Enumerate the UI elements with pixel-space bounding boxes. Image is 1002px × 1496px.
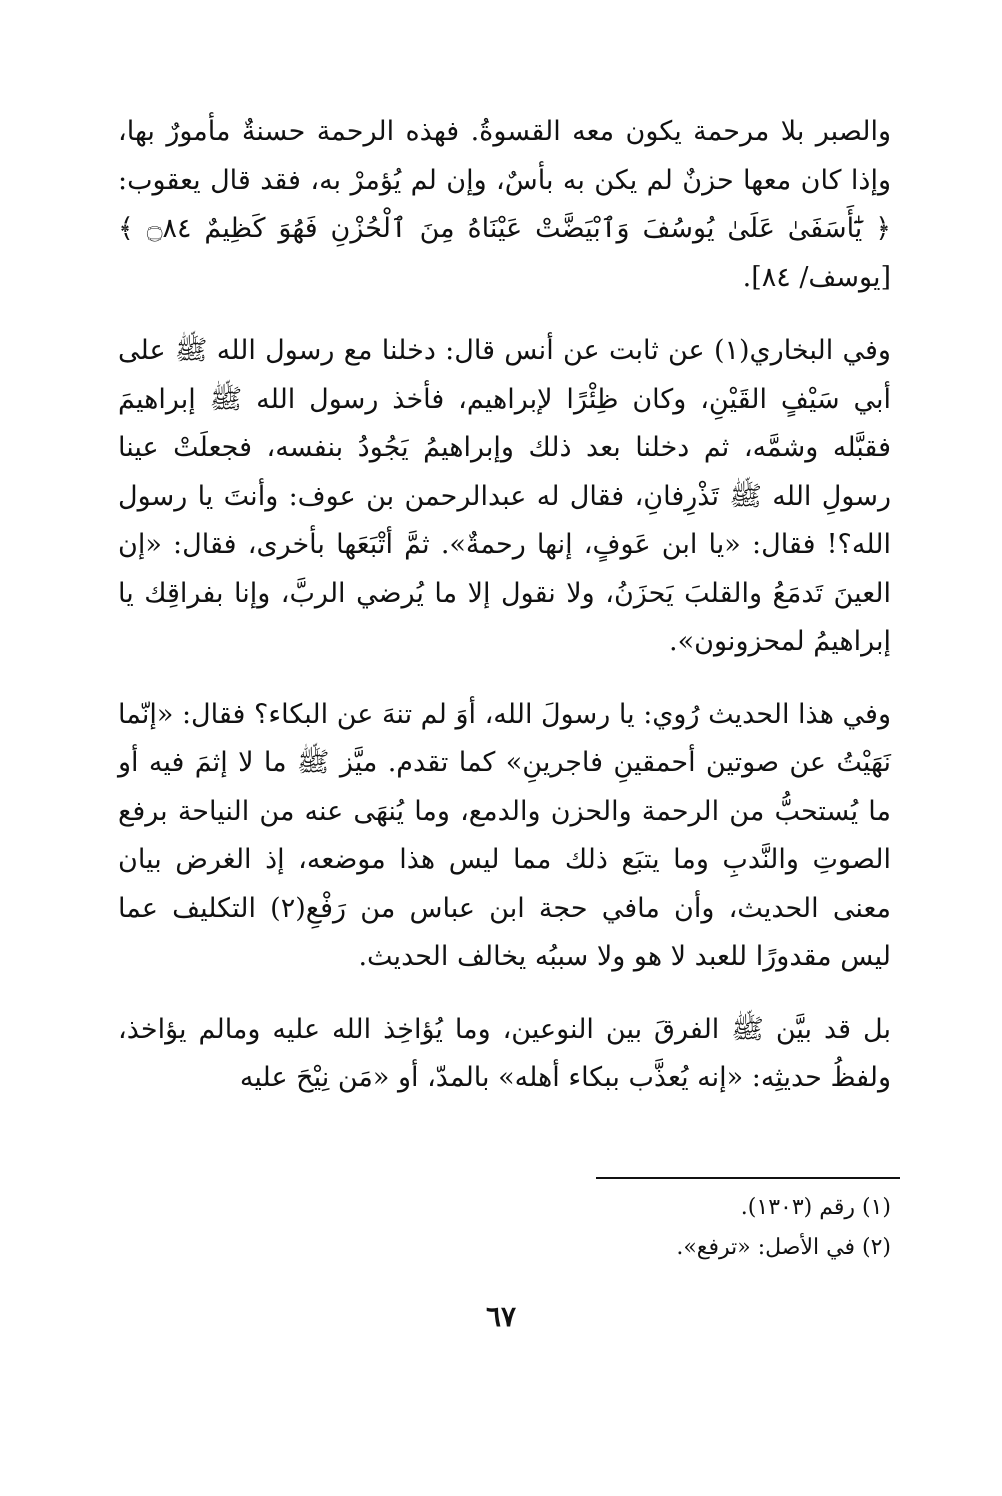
paragraph-3: وفي هذا الحديث رُوي: يا رسولَ الله، أوَ لم تنهَ عن البكاء؟ فقال: «إنّما نَهَيْتُ عن صوتين أحمقينِ فاجرينِ» كما تقدم. ميَّز ﷺ ما لا إثمَ فيه أو ما يُستحبُّ من الرحمة والحزن والدمع، وما يُنهَى عنه من النياحة برفع الصوتِ والنَّدبِ وما يتبَع ذلك مما ليس هذا موضعه، إذ الغرض بيان معنى الحديث، وأن مافي حجة ابن عباس من رَفْعِ(٢) التكليف عما ليس مقدورًا للعبد لا هو ولا سببُه يخالف الحديث.	[118, 698, 892, 972]
paragraph-gap	[118, 302, 891, 327]
paragraph-4: بل قد بيَّن ﷺ الفرقَ بين النوعين، وما يُؤاخِذ الله عليه ومالم يؤاخذ، ولفظُ حديثِه: «إنه يُعذَّب ببكاء أهله» بالمدّ، أو «مَن نِيْحَ عليه	[118, 1013, 891, 1093]
footnote-1: (١) رقم (١٣٠٣).	[740, 1195, 891, 1220]
paragraph-gap	[118, 982, 891, 1006]
footnote-2: (٢) في الأصل: «ترفع».	[676, 1235, 891, 1260]
paragraph-2: وفي البخاري(١) عن ثابت عن أنس قال: دخلنا مع رسول الله ﷺ على أبي سَيْفٍ القَيْنِ، وكان ظِئْرًا لإبراهيم، فأخذ رسول الله ﷺ إبراهيمَ فقبَّله وشمَّه، ثم دخلنا بعد ذلك وإبراهيمُ يَجُودُ بنفسه، فجعلَتْ عينا رسولِ الله ﷺ تَذْرِفانِ، فقال له عبدالرحمن بن عوف: وأنتَ يا رسول الله؟! فقال: «يا ابن عَوفٍ، إنها رحمةٌ». ثمَّ أتْبَعَها بأخرى، فقال: «إن العينَ تَدمَعُ والقلبَ يَحزَنُ، ولا نقول إلا ما يُرضي الربَّ، وإنا بفراقِك يا إبراهيمُ لمحزونون».	[118, 335, 891, 657]
main-text	[118, 108, 891, 1103]
footnotes	[118, 1188, 891, 1268]
paragraph-gap	[118, 667, 891, 691]
footnote-divider	[596, 1177, 900, 1179]
page-number: ٦٧	[485, 1300, 517, 1333]
paragraph-1: والصبر بلا مرحمة يكون معه القسوةُ. فهذه الرحمة حسنةٌ مأمورٌ بها، وإذا كان معها حزنٌ لم يكن به بأسٌ، وإن لم يُؤمرْ به، فقد قال يعقوب: ﴿ يَٰٓأَسَفَىٰ عَلَىٰ يُوسُفَ وَٱبْيَضَّتْ عَيْنَاهُ مِنَ ٱلْحُزْنِ فَهُوَ كَظِيمٌ ۝٨٤ ﴾ [يوسف/ ٨٤].	[118, 116, 892, 293]
